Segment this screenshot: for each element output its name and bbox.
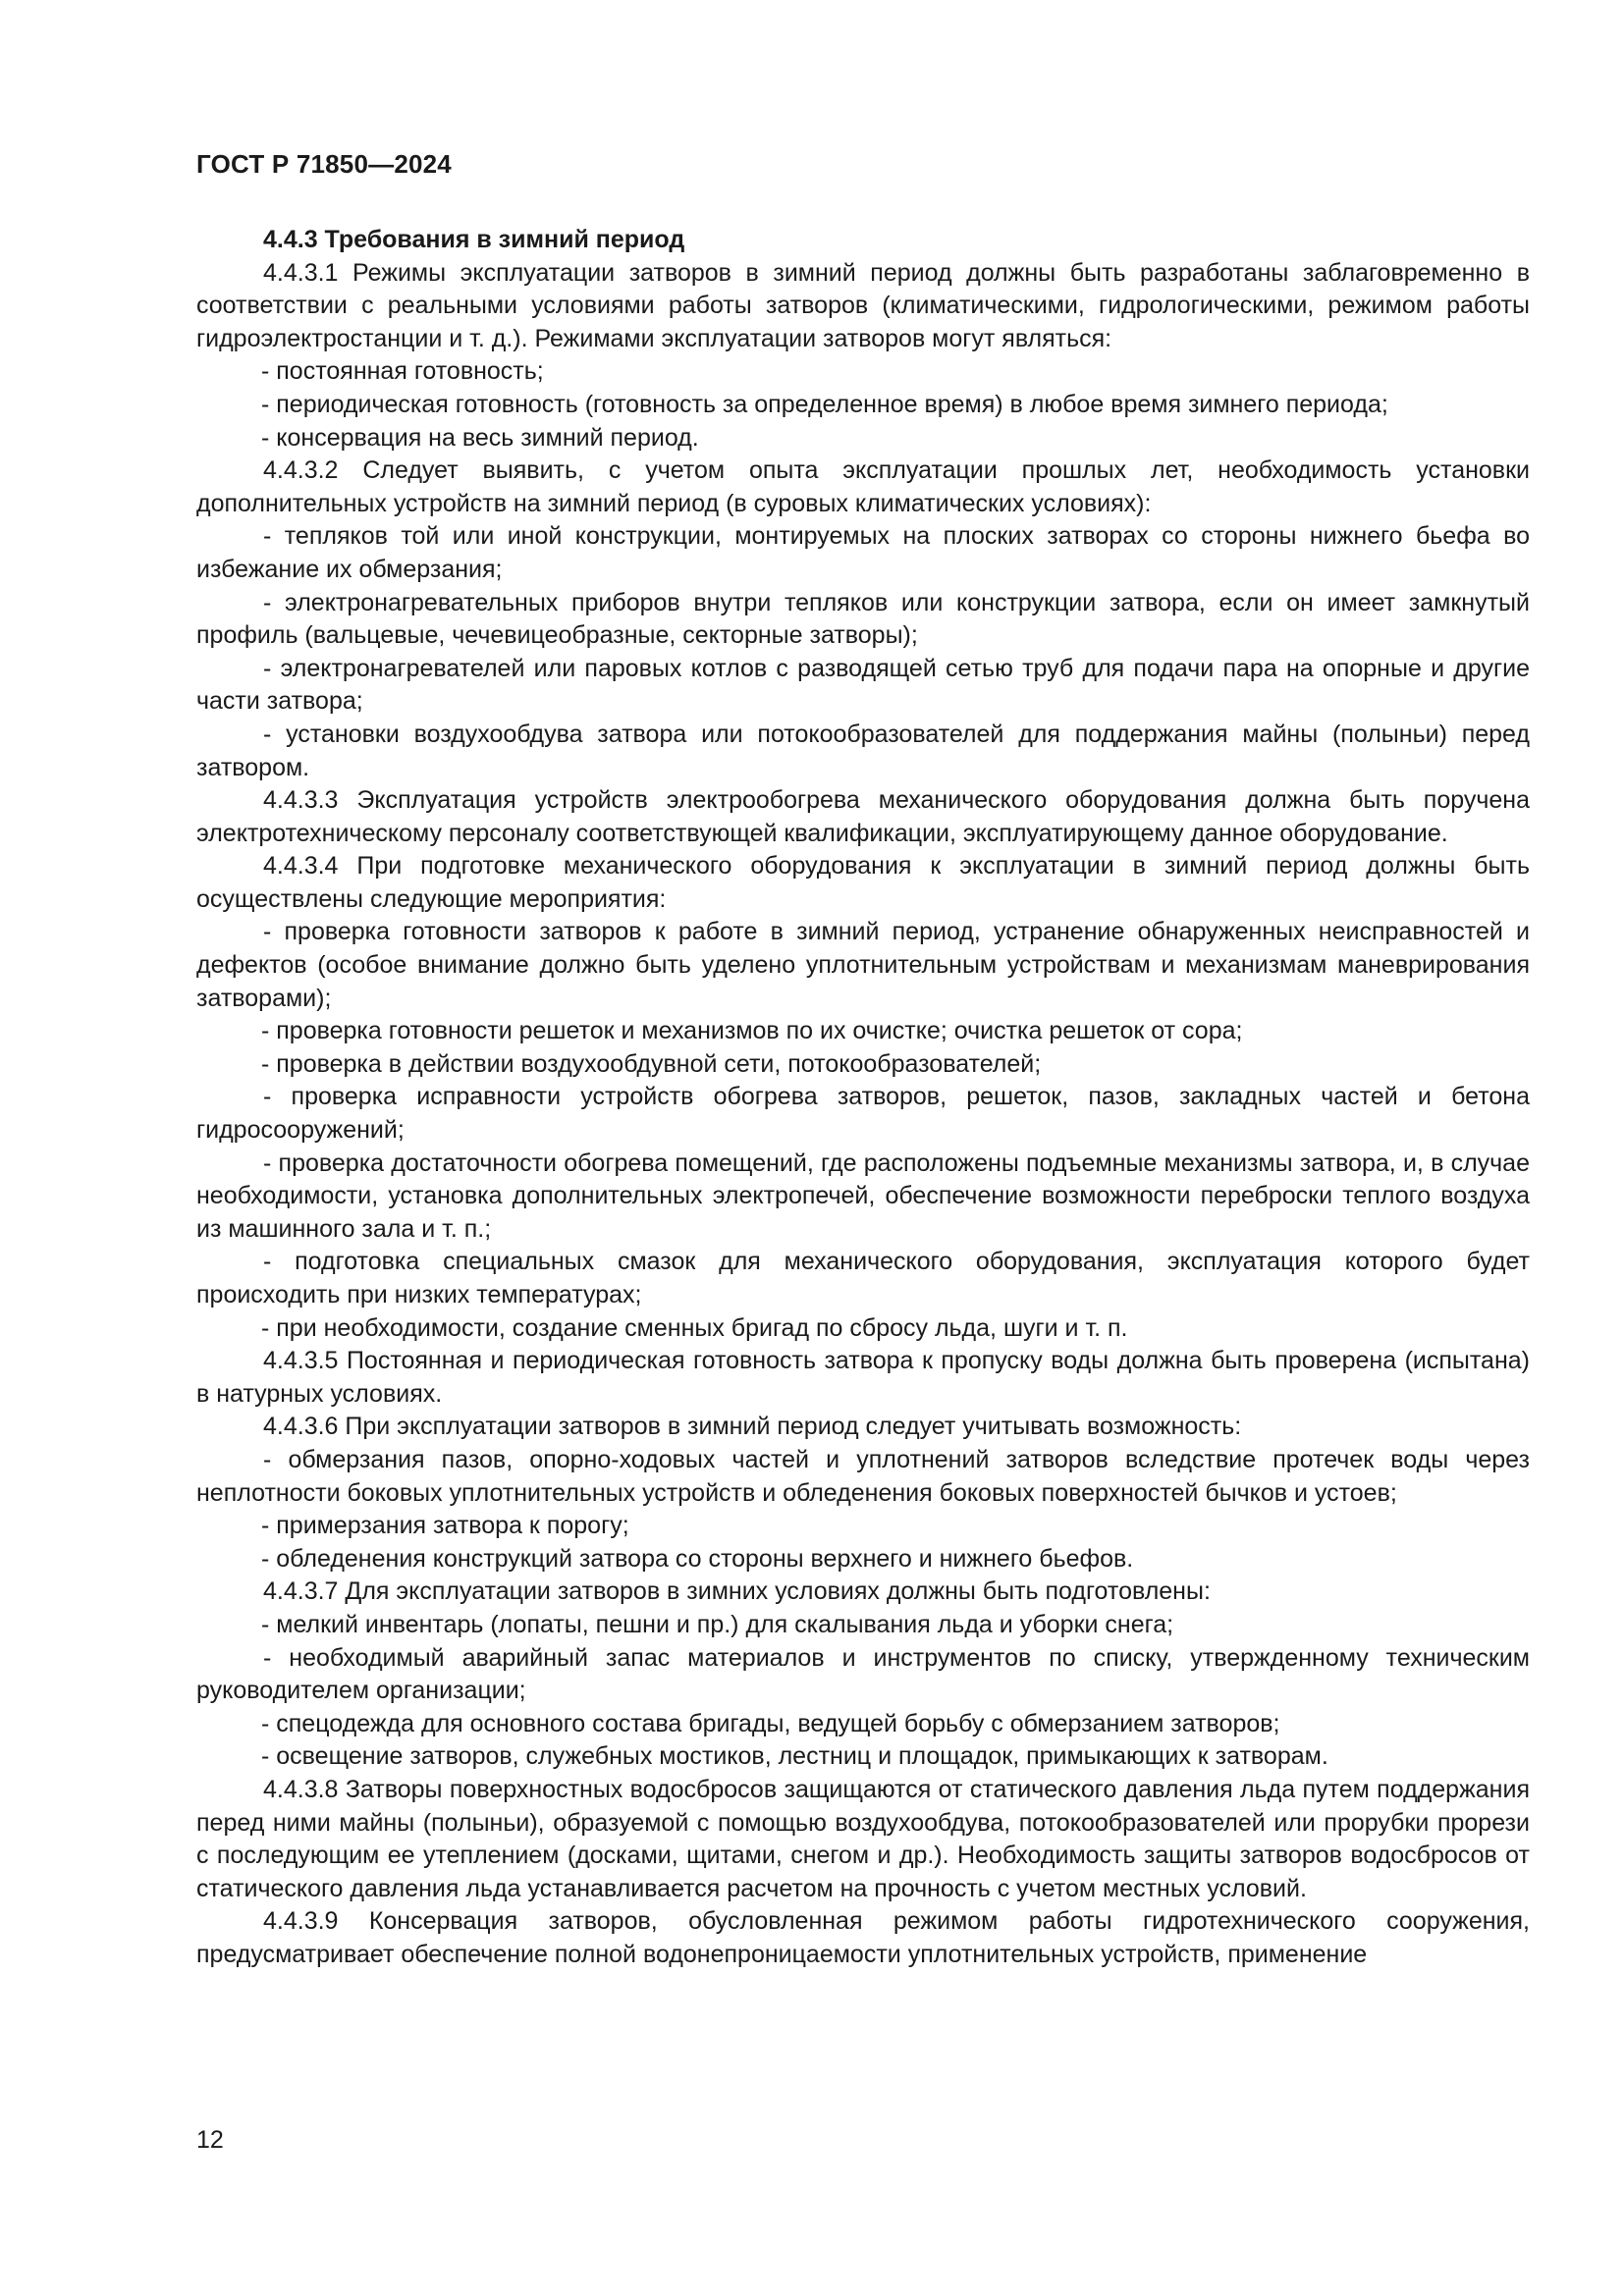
list-item: - подготовка специальных смазок для механического оборудования, эксплуатация которого будет происходить при низких температурах; bbox=[196, 1248, 1530, 1308]
page-number: 12 bbox=[196, 2126, 224, 2154]
paragraph-4-4-3-2: 4.4.3.2 Следует выявить, с учетом опыта эксплуатации прошлых лет, необходимость установки дополнительных устройств на зимний период (в суровых климатических условиях): bbox=[196, 456, 1530, 517]
document-body bbox=[196, 224, 1530, 1971]
paragraph-4-4-3-8: 4.4.3.8 Затворы поверхностных водосбросов защищаются от статического давления льда путем поддержания перед ними майны (полыньи), образуемой с помощью воздухообдува, потокообразователей или прорубки прорези с последующим ее утеплением (досками, щитами, снегом и др.). Необходимость защиты затворов водосбросов от статического давления льда устанавливается расчетом на прочность с учетом местных условий. bbox=[196, 1775, 1530, 1902]
paragraph-4-4-3-9: 4.4.3.9 Консервация затворов, обусловленная режимом работы гидротехнического сооружения, предусматривает обеспечение полной водонепроницаемости уплотнительных устройств, применение bbox=[196, 1907, 1530, 1968]
list-item: - обледенения конструкций затвора со стороны верхнего и нижнего бьефов. bbox=[261, 1544, 1134, 1573]
list-item: - периодическая готовность (готовность за определенное время) в любое время зимнего периода; bbox=[261, 390, 1388, 418]
paragraph-4-4-3-5: 4.4.3.5 Постоянная и периодическая готовность затвора к пропуску воды должна быть проверена (испытана) в натурных условиях. bbox=[196, 1347, 1530, 1408]
list-item: - электронагревателей или паровых котлов с разводящей сетью труб для подачи пара на опорные и другие части затвора; bbox=[196, 654, 1530, 716]
list-item: - спецодежда для основного состава бригады, ведущей борьбу с обмерзанием затворов; bbox=[261, 1709, 1280, 1737]
list-item: - примерзания затвора к порогу; bbox=[261, 1512, 629, 1540]
paragraph-4-4-3-7: 4.4.3.7 Для эксплуатации затворов в зимних условиях должны быть подготовлены: bbox=[263, 1577, 1211, 1606]
list-item: - освещение затворов, служебных мостиков, лестниц и площадок, примыкающих к затворам. bbox=[261, 1742, 1328, 1771]
list-item: - необходимый аварийный запас материалов и инструментов по списку, утвержденному техническим руководителем организации; bbox=[196, 1643, 1530, 1705]
section-title: 4.4.3 Требования в зимний период bbox=[263, 226, 685, 253]
list-item: - постоянная готовность; bbox=[261, 357, 544, 386]
list-item: - проверка в действии воздухообдувной сети, потокообразователей; bbox=[261, 1049, 1042, 1078]
list-item: - установки воздухообдува затвора или потокообразователей для поддержания майны (полыньи) перед затвором. bbox=[196, 720, 1530, 781]
list-item: - проверка исправности устройств обогрева затворов, решеток, пазов, закладных частей и бетона гидросооружений; bbox=[196, 1083, 1530, 1145]
list-item: - при необходимости, создание сменных бригад по сбросу льда, шуги и т. п. bbox=[261, 1313, 1128, 1342]
list-item: - проверка готовности затворов к работе в зимний период, устранение обнаруженных неисправностей и дефектов (особое внимание должно быть уделено уплотнительным устройствам и механизмам маневрирования затворами); bbox=[196, 918, 1530, 1012]
paragraph-4-4-3-3: 4.4.3.3 Эксплуатация устройств электрообогрева механического оборудования должна быть поручена электротехническому персоналу соответствующей квалификации, эксплуатирующему данное оборудование. bbox=[196, 786, 1530, 847]
paragraph-4-4-3-6: 4.4.3.6 При эксплуатации затворов в зимний период следует учитывать возможность: bbox=[263, 1413, 1242, 1441]
list-item: - проверка готовности решеток и механизмов по их очистке; очистка решеток от сора; bbox=[261, 1017, 1243, 1045]
list-item: - тепляков той или иной конструкции, монтируемых на плоских затворах со стороны нижнего бьефа во избежание их обмерзания; bbox=[196, 522, 1530, 583]
list-item: - мелкий инвентарь (лопаты, пешни и пр.) для скалывания льда и уборки снега; bbox=[261, 1610, 1174, 1638]
list-item: - проверка достаточности обогрева помещений, где расположены подъемные механизмы затвора, и, в случае необходимости, установка дополнительных электропечей, обеспечение возможности переброски теплого воздуха из машинного зала и т. п.; bbox=[196, 1148, 1530, 1243]
list-item: - электронагревательных приборов внутри тепляков или конструкции затвора, если он имеет замкнутый профиль (вальцевые, чечевицеобразные, секторные затворы); bbox=[196, 588, 1530, 650]
document-header: ГОСТ Р 71850—2024 bbox=[196, 149, 452, 179]
paragraph-4-4-3-4: 4.4.3.4 При подготовке механического оборудования к эксплуатации в зимний период должны быть осуществлены следующие мероприятия: bbox=[196, 852, 1530, 913]
list-item: - консервация на весь зимний период. bbox=[261, 423, 699, 452]
paragraph-4-4-3-1: 4.4.3.1 Режимы эксплуатации затворов в зимний период должны быть разработаны заблаговременно в соответствии с реальными условиями работы затворов (климатическими, гидрологическими, режимом работы гидроэлектростанции и т. д.). Режимами эксплуатации затворов могут являться: bbox=[196, 258, 1530, 352]
list-item: - обмерзания пазов, опорно-ходовых частей и уплотнений затворов вследствие протечек воды через неплотности боковых уплотнительных устройств и обледенения боковых поверхностей бычков и устоев; bbox=[196, 1445, 1530, 1507]
